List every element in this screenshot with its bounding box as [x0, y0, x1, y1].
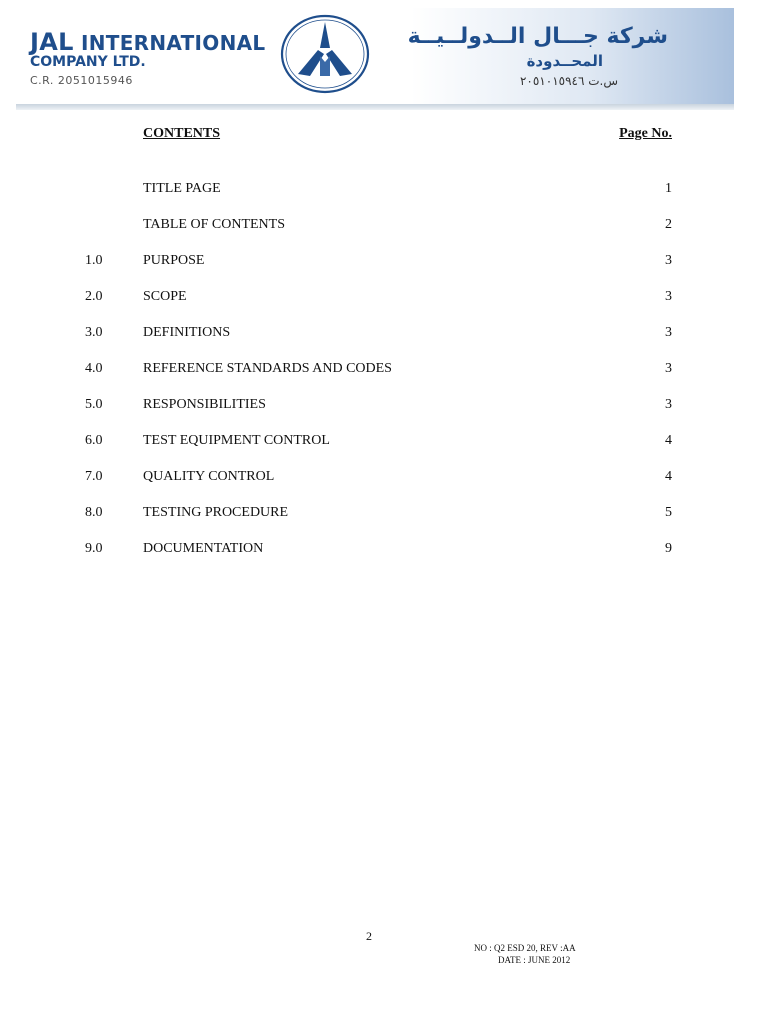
section-title: RESPONSIBILITIES: [143, 397, 266, 412]
section-page: 3: [665, 361, 672, 376]
section-number: 2.0: [85, 289, 103, 304]
letterhead-divider: [16, 104, 734, 110]
company-name-line2: COMPANY LTD.: [30, 54, 146, 70]
section-title: TITLE PAGE: [143, 181, 221, 196]
contents-row: [0, 325, 768, 345]
contents-row: [0, 361, 768, 381]
section-page: 3: [665, 325, 672, 340]
contents-row: [0, 181, 768, 201]
section-page: 5: [665, 505, 672, 520]
section-title: DEFINITIONS: [143, 325, 231, 340]
company-name-english: [30, 28, 265, 56]
contents-row: [0, 253, 768, 273]
company-name-jal: JAL: [30, 28, 74, 56]
section-number: 3.0: [85, 325, 103, 340]
section-title: DOCUMENTATION: [143, 541, 264, 556]
section-page: 1: [665, 181, 672, 196]
letterhead: [0, 0, 768, 118]
section-number: 5.0: [85, 397, 103, 412]
section-number: 6.0: [85, 433, 103, 448]
contents-row: [0, 289, 768, 309]
section-page: 9: [665, 541, 672, 556]
company-name-arabic-line2: المحــدودة: [526, 52, 603, 70]
section-title: REFERENCE STANDARDS AND CODES: [143, 361, 392, 376]
section-title: TEST EQUIPMENT CONTROL: [143, 433, 330, 448]
section-page: 3: [665, 253, 672, 268]
section-number: 1.0: [85, 253, 103, 268]
contents-row: [0, 433, 768, 453]
section-title: TABLE OF CONTENTS: [143, 217, 285, 232]
section-title: SCOPE: [143, 289, 187, 304]
section-page: 2: [665, 217, 672, 232]
company-cr-number-arabic: س.ت ٢٠٥١٠١٥٩٤٦: [519, 74, 618, 88]
contents-row: [0, 541, 768, 561]
section-number: 4.0: [85, 361, 103, 376]
contents-row: [0, 217, 768, 237]
section-number: 8.0: [85, 505, 103, 520]
page-number: 2: [366, 929, 372, 943]
company-cr-number: C.R. 2051015946: [30, 74, 133, 87]
section-number: 7.0: [85, 469, 103, 484]
document-reference: [474, 942, 576, 966]
document-number: NO : Q2 ESD 20, REV :AA: [474, 943, 576, 953]
section-page: 4: [665, 469, 672, 484]
company-logo-emblem: [280, 14, 370, 94]
contents-row: [0, 505, 768, 525]
contents-row: [0, 469, 768, 489]
section-title: TESTING PROCEDURE: [143, 505, 289, 520]
page-no-heading: Page No.: [619, 126, 672, 141]
company-name-arabic: شركة جـــال الــدولــيــة: [407, 24, 668, 49]
company-name-international: INTERNATIONAL: [80, 31, 266, 55]
section-page: 4: [665, 433, 672, 448]
section-title: QUALITY CONTROL: [143, 469, 275, 484]
document-date: DATE : JUNE 2012: [498, 955, 571, 965]
section-number: 9.0: [85, 541, 103, 556]
section-title: PURPOSE: [143, 253, 205, 268]
section-page: 3: [665, 289, 672, 304]
contents-header: [0, 126, 768, 146]
contents-row: [0, 397, 768, 417]
contents-heading: CONTENTS: [143, 126, 221, 141]
section-page: 3: [665, 397, 672, 412]
